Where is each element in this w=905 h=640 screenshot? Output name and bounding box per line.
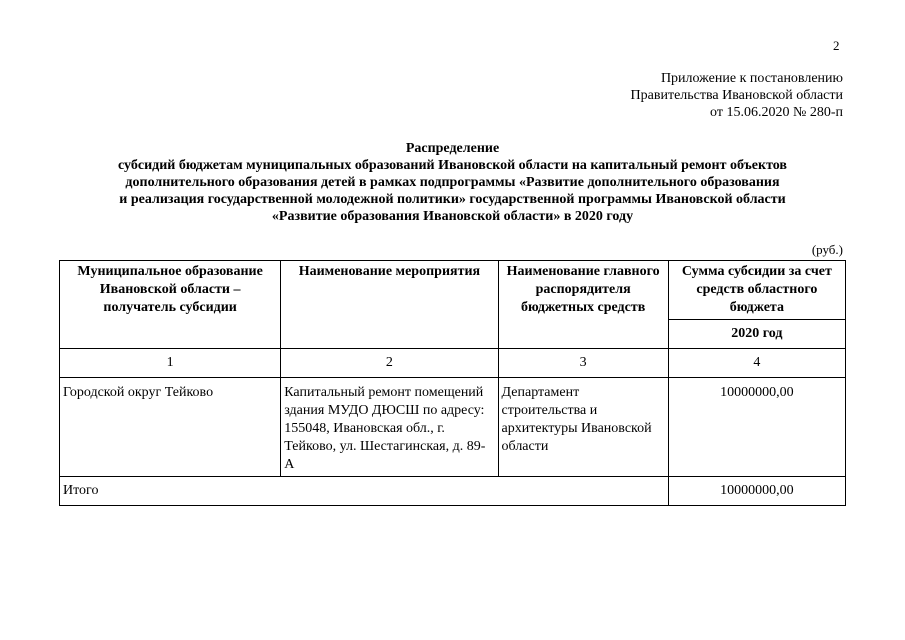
title-line-4: и реализация государственной молодежной политики» государственной программы Ивановской области bbox=[119, 192, 786, 207]
appendix-line-3: от 15.06.2020 № 280-п bbox=[710, 105, 843, 120]
total-amount: 10000000,00 bbox=[668, 477, 845, 506]
cell-amount: 10000000,00 bbox=[668, 378, 845, 477]
cell-manager: Департамент строительства и архитектуры Ивановской области bbox=[498, 378, 668, 477]
distribution-table bbox=[59, 260, 846, 506]
cell-municipality: Городской округ Тейково bbox=[60, 378, 281, 477]
table-row bbox=[60, 378, 846, 477]
total-label: Итого bbox=[60, 477, 669, 506]
title-line-1: Распределение bbox=[405, 141, 500, 156]
table-header-row bbox=[60, 261, 846, 320]
column-number: 2 bbox=[281, 349, 498, 378]
header-year: 2020 год bbox=[668, 320, 845, 349]
total-row bbox=[60, 477, 846, 506]
currency-unit: (руб.) bbox=[811, 242, 843, 257]
appendix-line-1: Приложение к постановлению bbox=[660, 71, 843, 86]
title-line-2: субсидий бюджетам муниципальных образований Ивановской области на капитальный ремонт объектов bbox=[118, 158, 787, 173]
document-title bbox=[60, 140, 845, 225]
header-amount: Сумма субсидии за счет средств областного бюджета bbox=[668, 261, 845, 320]
column-number-row bbox=[60, 349, 846, 378]
title-line-3: дополнительного образования детей в рамках подпрограммы «Развитие дополнительного образования bbox=[125, 175, 780, 190]
page-number: 2 bbox=[833, 38, 840, 53]
column-number: 1 bbox=[60, 349, 281, 378]
header-manager: Наименование главного распорядителя бюджетных средств bbox=[498, 261, 668, 349]
header-event: Наименование мероприятия bbox=[281, 261, 498, 349]
appendix-header bbox=[631, 70, 843, 121]
appendix-line-2: Правительства Ивановской области bbox=[630, 88, 843, 103]
column-number: 4 bbox=[668, 349, 845, 378]
cell-event: Капитальный ремонт помещений здания МУДО ДЮСШ по адресу: 155048, Ивановская обл., г. Тейково, ул. Шестагинская, д. 89-А bbox=[281, 378, 498, 477]
header-municipality: Муниципальное образование Ивановской области – получатель субсидии bbox=[60, 261, 281, 349]
title-line-5: «Развитие образования Ивановской области» в 2020 году bbox=[271, 209, 634, 224]
column-number: 3 bbox=[498, 349, 668, 378]
